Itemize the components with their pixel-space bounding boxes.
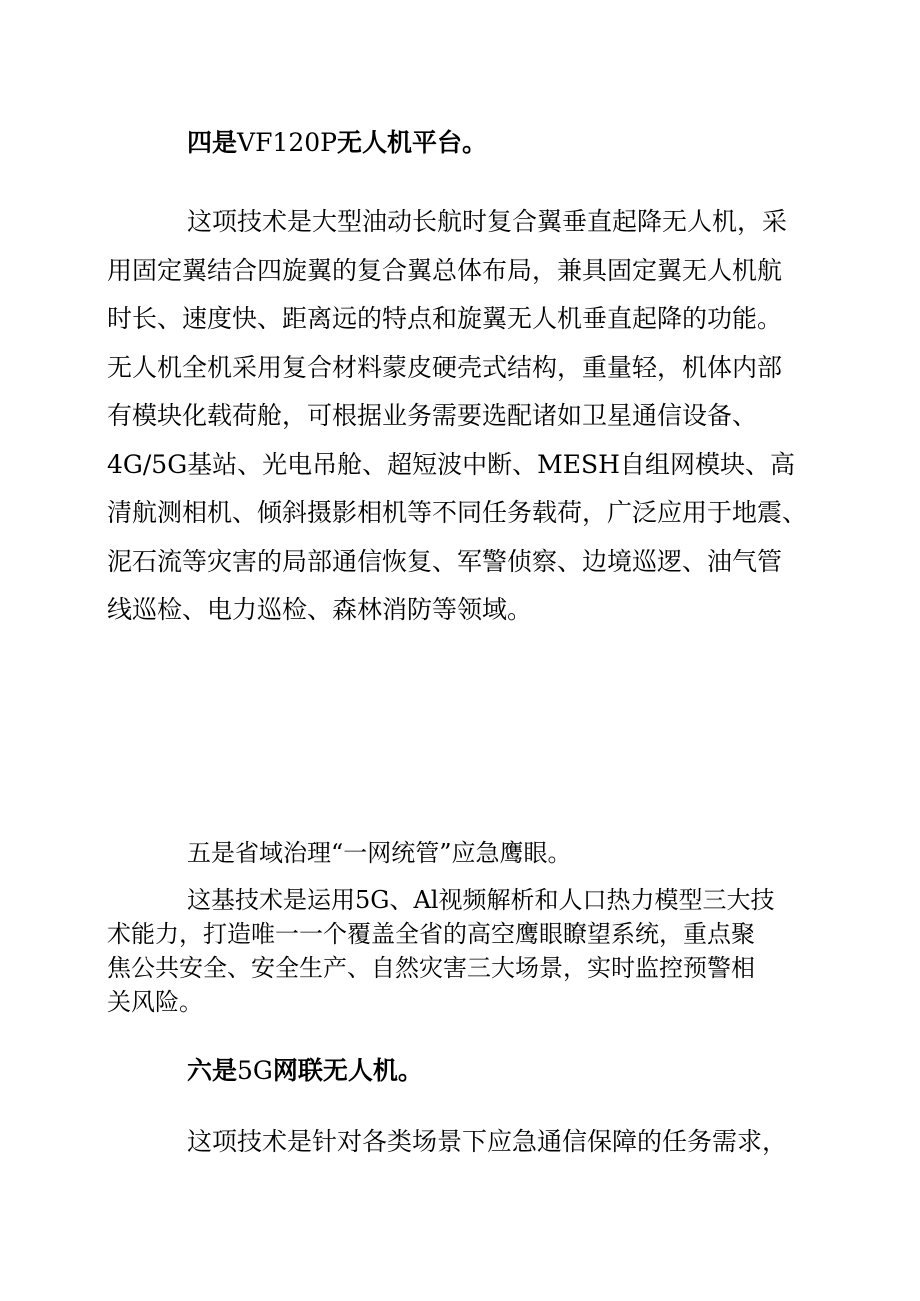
paragraph-line: 清航测相机、倾斜摄影相机等不同任务载荷，广泛应用于地震、 bbox=[107, 498, 808, 527]
section-heading-4-suffix: 无人机平台。 bbox=[336, 128, 487, 157]
section-heading-4-model: VF120P bbox=[237, 128, 337, 157]
section-paragraph-6 bbox=[107, 1118, 807, 1167]
section-paragraph-5 bbox=[107, 883, 807, 1019]
section-heading-6-model: 5G bbox=[237, 1056, 273, 1085]
paragraph-line: 泥石流等灾害的局部通信恢复、军警侦察、边境巡逻、油气管 bbox=[107, 546, 783, 576]
paragraph-line: 4G/5G基站、光电吊舱、超短波中断、MESH自组网模块、高 bbox=[107, 449, 795, 479]
paragraph-line: 这项技术是大型油动长航时复合翼垂直起降无人机，采 bbox=[187, 207, 788, 236]
paragraph-line: 用固定翼结合四旋翼的复合翼总体布局，兼具固定翼无人机航 bbox=[107, 255, 783, 285]
paragraph-line: 关风险。 bbox=[107, 988, 203, 1016]
section-heading-6-prefix: 六是 bbox=[187, 1056, 238, 1085]
paragraph-line: 这项技术是针对各类场景下应急通信保障的任务需求， bbox=[187, 1127, 788, 1156]
section-paragraph-4 bbox=[107, 198, 807, 635]
section-heading-5-text: 五是省域治理“一网统管”应急鹰眼。 bbox=[187, 839, 572, 867]
paragraph-line: 术能力，打造唯一一个覆盖全省的高空鹰眼瞭望系统，重点聚 bbox=[107, 920, 755, 948]
section-heading-4-prefix: 四是 bbox=[187, 128, 238, 157]
paragraph-line: 无人机全机采用复合材料蒙皮硬壳式结构，重量轻，机体内部 bbox=[107, 352, 783, 382]
paragraph-line: 有模块化载荷舱，可根据业务需要选配诸如卫星通信设备、 bbox=[107, 401, 758, 430]
section-heading-6 bbox=[187, 1056, 887, 1086]
section-heading-6-suffix: 网联无人机。 bbox=[272, 1056, 423, 1085]
paragraph-line: 焦公共安全、安全生产、自然灾害三大场景，实时监控预警相 bbox=[107, 954, 755, 982]
paragraph-line: 线巡检、电力巡检、森林消防等领域。 bbox=[107, 595, 533, 624]
paragraph-line: 时长、速度快、距离远的特点和旋翼无人机垂直起降的功能。 bbox=[107, 304, 783, 333]
section-heading-4 bbox=[187, 128, 887, 158]
paragraph-line: 这基技术是运用5G、Al视频解析和人口热力模型三大技 bbox=[187, 886, 775, 914]
section-heading-5 bbox=[187, 836, 887, 870]
